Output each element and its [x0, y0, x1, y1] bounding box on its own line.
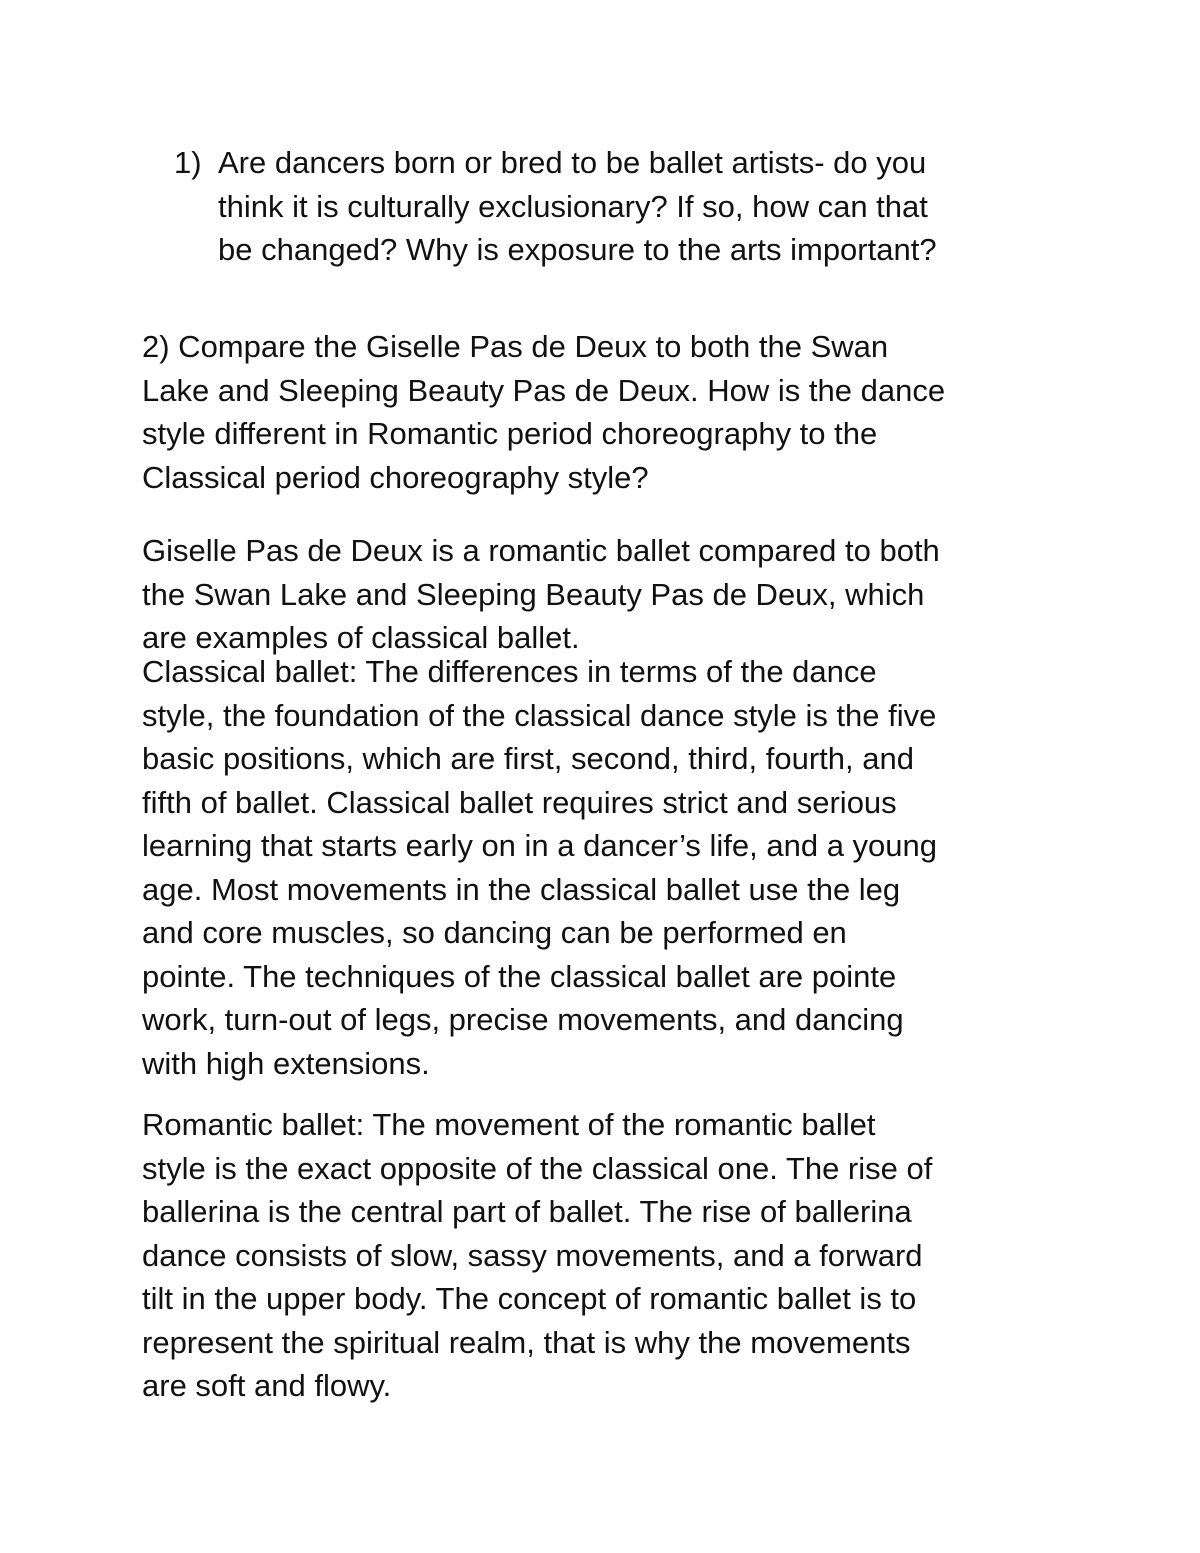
romantic-ballet-line: are soft and flowy. [142, 1368, 392, 1403]
classical-ballet-line: Classical ballet: The differences in terms of the dance [142, 654, 877, 689]
question-1-line: be changed? Why is exposure to the arts important? [218, 232, 937, 267]
question-1 [174, 141, 1054, 272]
question-2-line: Classical period choreography style? [142, 459, 649, 495]
question-1-text [218, 141, 1048, 272]
classical-ballet-line: age. Most movements in the classical ballet use the leg [142, 871, 901, 907]
classical-ballet-paragraph [142, 650, 1072, 1085]
romantic-ballet-paragraph [142, 1103, 1072, 1408]
question-2-line: 2) Compare the Giselle Pas de Deux to both the Swan [142, 329, 889, 364]
question-2 [142, 325, 1072, 499]
classical-ballet-line: style, the foundation of the classical dance style is the five [142, 697, 937, 733]
classical-ballet-line: and core muscles, so dancing can be performed en [142, 915, 847, 950]
classical-ballet-line: basic positions, which are first, second, third, fourth, and [142, 741, 914, 776]
question-2-line: Lake and Sleeping Beauty Pas de Deux. How is the dance [142, 372, 946, 408]
answer-intro-paragraph [142, 529, 1072, 660]
classical-ballet-line: learning that starts early on in a dancer’s life, and a young [142, 828, 938, 863]
answer-intro-line: the Swan Lake and Sleeping Beauty Pas de Deux, which [142, 576, 925, 612]
answer-intro-line: Giselle Pas de Deux is a romantic ballet compared to both [142, 533, 940, 568]
romantic-ballet-line: style is the exact opposite of the classical one. The rise of [142, 1150, 933, 1186]
classical-ballet-line: work, turn-out of legs, precise movements, and dancing [142, 1002, 904, 1037]
answer-intro-line: are examples of classical ballet. [142, 620, 580, 655]
question-1-line: think it is culturally exclusionary? If so, how can that [218, 188, 928, 224]
question-2-line: style different in Romantic period choreography to the [142, 416, 878, 451]
question-1-number: 1) [174, 145, 202, 180]
romantic-ballet-line: tilt in the upper body. The concept of romantic ballet is to [142, 1281, 917, 1316]
question-1-line: Are dancers born or bred to be ballet artists- do you [218, 145, 927, 180]
romantic-ballet-line: represent the spiritual realm, that is why the movements [142, 1324, 911, 1360]
classical-ballet-line: with high extensions. [142, 1045, 430, 1081]
romantic-ballet-line: Romantic ballet: The movement of the romantic ballet [142, 1107, 876, 1142]
romantic-ballet-line: ballerina is the central part of ballet. The rise of ballerina [142, 1194, 912, 1229]
romantic-ballet-line: dance consists of slow, sassy movements, and a forward [142, 1237, 923, 1273]
classical-ballet-line: pointe. The techniques of the classical ballet are pointe [142, 958, 897, 994]
classical-ballet-line: fifth of ballet. Classical ballet requires strict and serious [142, 784, 897, 820]
